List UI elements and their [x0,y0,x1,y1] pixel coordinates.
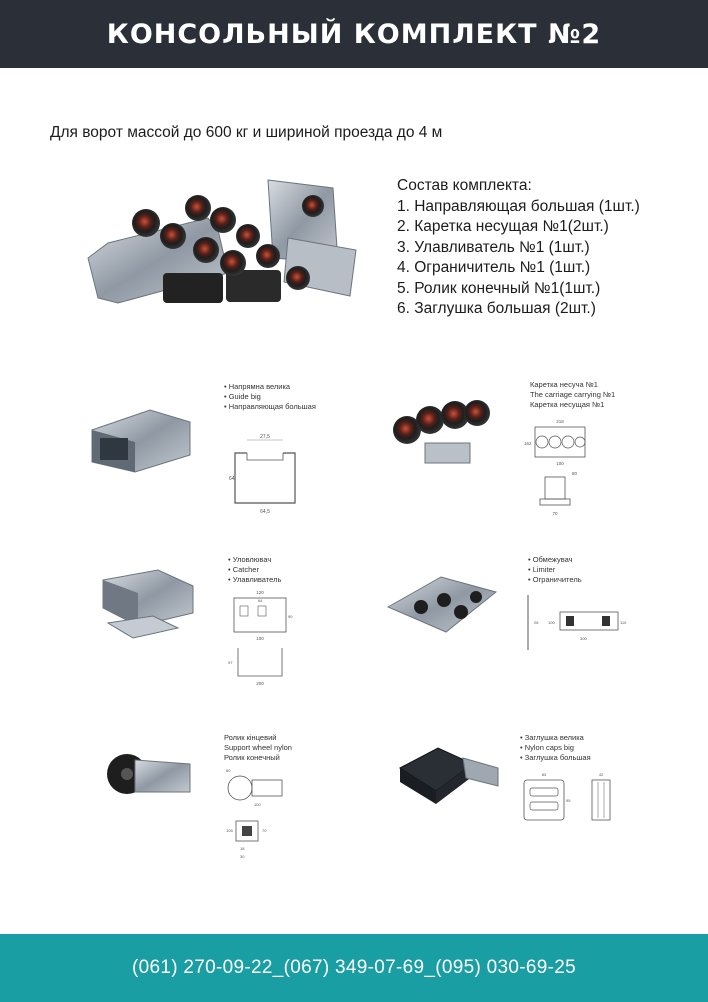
composition-title: Состав комплекта: [397,177,532,194]
dimension-label: 28 [534,620,539,625]
dimension-label: 70 [552,511,558,516]
dimension-label: 18 [240,846,245,851]
header-bar [0,0,708,68]
dimension-label: 120 [256,590,264,595]
dimension-label: 64 [257,598,263,603]
dimension-label: 83 [541,772,547,777]
catcher-label: • Catcher [228,565,281,575]
dimension-label: 27,5 [260,434,270,440]
dimension-label: 218 [556,419,564,424]
dimension-label: 64,5 [260,509,270,515]
limiter-label: • Limiter [528,565,582,575]
catcher-photo [98,568,198,643]
dimension-label: 95 [566,798,571,803]
dimension-label: 100 [256,636,264,641]
nylon-cap-labels [520,733,591,763]
carriage-photo [385,395,495,470]
composition-item: 3. Улавливатель №1 (1шт.) [397,238,590,256]
support-wheel-label: Ролик кінцевий [224,733,277,742]
page-title: КОНСОЛЬНЫЙ КОМПЛЕКТ №2 [106,18,602,50]
dimension-label: 100 [556,461,564,466]
contact-phones: (061) 270-09-22_(067) 349-07-69_(095) 030-69-25 [131,957,576,978]
nylon-cap-drawing [516,768,626,828]
dimension-label: 105 [226,828,233,833]
catcher-labels [228,555,281,585]
limiter-label: • Обмежувач [528,555,582,565]
dimension-label: 300 [580,636,587,641]
composition-item: 5. Ролик конечный №1(1шт.) [397,279,601,297]
carriage-labels [530,380,615,410]
dimension-label: 64 [229,476,235,482]
dimension-label: 200 [256,681,264,686]
carriage-label: Каретка несуча №1 [530,380,598,389]
dimension-label: 110 [620,620,627,625]
support-wheel-photo [105,742,195,804]
nylon-cap-photo [398,746,503,808]
composition-item: 4. Ограничитель №1 (1шт.) [397,259,591,276]
guide-photo [90,400,195,475]
guide-labels [224,382,316,412]
limiter-label: • Ограничитель [528,575,582,585]
support-wheel-labels [224,733,292,763]
carriage-label: The carriage carrying №1 [530,390,616,399]
footer-bar [0,934,708,1002]
nylon-cap-label: • Заглушка большая [520,753,591,763]
dimension-label: 42 [598,772,604,777]
guide-drawing [225,428,310,518]
guide-label: • Направляющая большая [224,402,316,412]
dimension-label: 97 [228,660,233,665]
intro-text: Для ворот массой до 600 кг и шириной проезда до 4 м [50,124,443,141]
catcher-drawing [226,588,298,688]
support-wheel-drawing [222,766,287,861]
dimension-label: 30 [240,854,245,859]
composition-item: 6. Заглушка большая (2шт.) [397,300,596,317]
dimension-label: 80 [572,471,578,476]
limiter-labels [528,555,582,585]
support-wheel-label: Ролик конечный [224,753,280,762]
dimension-label: 162 [524,441,532,446]
guide-label: • Напрямна велика [224,382,316,392]
dimension-label: 70 [262,828,267,833]
dimension-label: 60 [226,768,231,773]
composition-item: 2. Каретка несущая №1(2шт.) [397,218,609,235]
nylon-cap-label: • Заглушка велика [520,733,591,743]
composition-item: 1. Направляющая большая (1шт.) [397,197,640,215]
guide-label: • Guide big [224,392,316,402]
catcher-label: • Уловлювач [228,555,281,565]
limiter-photo [386,572,498,640]
dimension-label: 100 [254,802,261,807]
kit-composition [397,176,640,320]
dimension-label: 90 [288,614,293,619]
carriage-label: Каретка несущая №1 [530,400,605,409]
composition-list [397,197,640,320]
support-wheel-label: Support wheel nylon [224,743,292,752]
catcher-label: • Улавливатель [228,575,281,585]
nylon-cap-label: • Nylon caps big [520,743,591,753]
dimension-label: 100 [548,620,555,625]
limiter-drawing [520,590,625,655]
kit-photo [88,178,368,328]
carriage-drawing [520,415,595,525]
